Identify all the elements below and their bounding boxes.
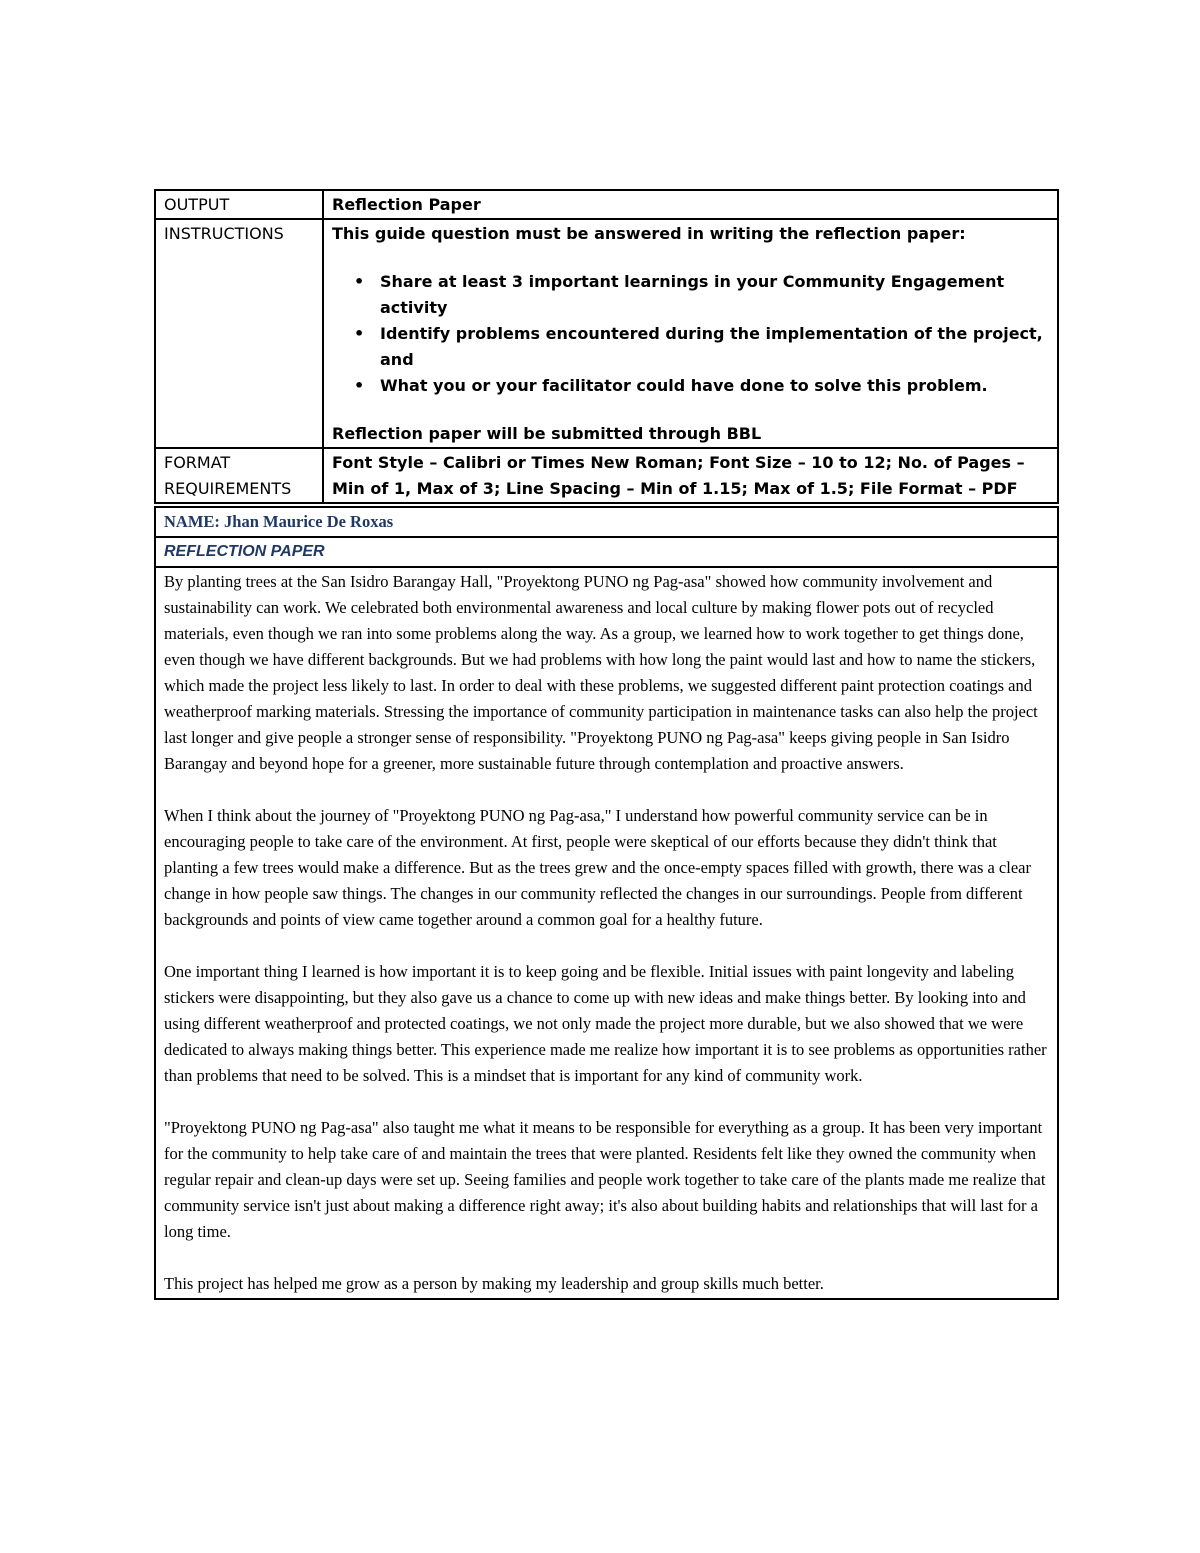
instructions-row [155, 219, 1058, 448]
instructions-bullet-list [332, 269, 1049, 399]
body-row [155, 567, 1058, 1299]
format-label [155, 448, 323, 503]
format-row [155, 448, 1058, 503]
reflection-table [154, 506, 1059, 1300]
paragraph: When I think about the journey of "Proyektong PUNO ng Pag-asa," I understand how powerful community service can be in encouraging people to take care of the environment. At first, people were skeptical of our efforts because they didn't think that planting a few trees would make a difference. But as the trees grew and the once-empty spaces filled with growth, there was a clear change in how people saw things. The changes in our community reflected the changes in our surroundings. People from different backgrounds and points of view came together around a common goal for a healthy future. [164, 806, 1031, 929]
instructions-table [154, 189, 1059, 504]
instructions-label: INSTRUCTIONS [155, 219, 323, 448]
bullet-text: Identify problems encountered during the implementation of the project, and [380, 324, 1043, 369]
list-item [354, 269, 1049, 321]
format-label-line2: REQUIREMENTS [164, 479, 292, 498]
heading-row [155, 537, 1058, 567]
name-row [155, 507, 1058, 537]
paragraph: One important thing I learned is how important it is to keep going and be flexible. Initial issues with paint longevity and labeling stickers were disappointing, but they also gave us a chance to come up with new ideas and make things better. By looking into and using different weatherproof and protected coatings, we not only made the project more durable, but we also showed that we were dedicated to always making things better. This experience made me realize how important it is to see problems as opportunities rather than problems that need to be solved. This is a mindset that is important for any kind of community work. [164, 962, 1047, 1085]
bullet-icon: • [354, 324, 365, 343]
bullet-text: What you or your facilitator could have done to solve this problem. [380, 376, 988, 395]
output-row [155, 190, 1058, 219]
output-value: Reflection Paper [323, 190, 1058, 219]
instructions-lead: This guide question must be answered in writing the reflection paper: [332, 224, 966, 243]
format-value: Font Style – Calibri or Times New Roman; Font Size – 10 to 12; No. of Pages – Min of 1, Max of 3; Line Spacing – Min of 1.15; Max of 1.5; File Format – PDF [323, 448, 1058, 503]
instructions-value [323, 219, 1058, 448]
reflection-heading: REFLECTION PAPER [155, 537, 1058, 567]
student-name: NAME: Jhan Maurice De Roxas [155, 507, 1058, 537]
reflection-body [155, 567, 1058, 1299]
paragraph: This project has helped me grow as a person by making my leadership and group skills much better. [164, 1274, 824, 1293]
paragraph: By planting trees at the San Isidro Barangay Hall, "Proyektong PUNO ng Pag-asa" showed how community involvement and sustainability can work. We celebrated both environmental awareness and local culture by making flower pots out of recycled materials, even though we ran into some problems along the way. As a group, we learned how to work together to get things done, even though we have different backgrounds. But we had problems with how long the paint would last and how to name the stickers, which made the project less likely to last. In order to deal with these problems, we suggested different paint protection coatings and weatherproof marking materials. Stressing the importance of community participation in maintenance tasks can also help the project last longer and give people a stronger sense of responsibility. "Proyektong PUNO ng Pag-asa" keeps giving people in San Isidro Barangay and beyond hope for a greener, more sustainable future through contemplation and proactive answers. [164, 572, 1038, 773]
list-item [354, 373, 1049, 399]
output-label: OUTPUT [155, 190, 323, 219]
bullet-text: Share at least 3 important learnings in your Community Engagement activity [380, 272, 1005, 317]
bullet-icon: • [354, 272, 365, 291]
submission-note: Reflection paper will be submitted through BBL [332, 424, 762, 443]
list-item [354, 321, 1049, 373]
paragraph: "Proyektong PUNO ng Pag-asa" also taught me what it means to be responsible for everything as a group. It has been very important for the community to help take care of and maintain the trees that were planted. Residents felt like they owned the community when regular repair and clean-up days were set up. Seeing families and people work together to take care of the plants made me realize that community service isn't just about making a difference right away; it's also about building habits and relationships that will last for a long time. [164, 1118, 1046, 1241]
format-label-line1: FORMAT [164, 453, 231, 472]
bullet-icon: • [354, 376, 365, 395]
